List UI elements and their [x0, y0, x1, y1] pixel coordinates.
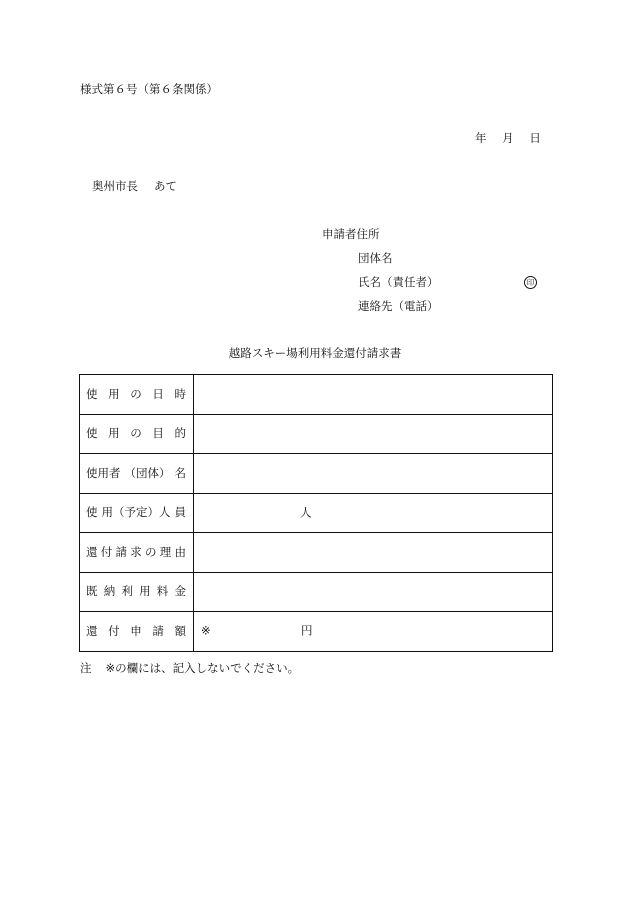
label-char: 的 [174, 426, 186, 440]
date-month: 月 [502, 131, 514, 145]
date-year: 年 [475, 131, 487, 145]
label-char: 請 [152, 623, 164, 638]
contact-phone-label: 連絡先（電話） [358, 299, 439, 313]
usage-purpose-field[interactable] [194, 414, 553, 454]
label-char: 用 [108, 386, 120, 401]
planned-people-field[interactable] [194, 493, 553, 533]
label-char: 付 [100, 544, 113, 559]
label-char: 使 [86, 426, 98, 440]
label-char: 使 [86, 505, 98, 519]
organization-label: 団体名 [358, 251, 393, 265]
request-table [79, 374, 553, 652]
row-label-user-organization [80, 454, 194, 494]
date-line [475, 133, 541, 145]
label-char: 使 [86, 386, 98, 401]
form-number: 様式第６号（第６条関係） [80, 82, 218, 96]
label-char: 用 [108, 426, 120, 440]
label-char: 還 [86, 544, 98, 559]
footnote [80, 663, 299, 675]
refund-reason-field[interactable] [194, 533, 553, 573]
table-row [80, 572, 553, 612]
label-char: 理 [159, 544, 172, 559]
usage-datetime-field[interactable] [194, 375, 553, 415]
row-label-refund-amount [80, 612, 194, 652]
label-char: の [130, 426, 142, 440]
row-label-usage-datetime [80, 375, 194, 415]
label-char: 料 [156, 584, 169, 598]
label-char: （団体） [124, 465, 171, 480]
note-prefix: 注 [80, 661, 92, 675]
row-label-refund-reason [80, 533, 194, 573]
row-label-planned-people [80, 493, 194, 533]
label-char: 求 [130, 544, 142, 559]
table-row [80, 612, 553, 652]
label-char: 使用者 [86, 465, 121, 480]
addressee-name: 奥州市長 [92, 179, 138, 193]
yen-unit: 円 [301, 623, 313, 638]
label-char: の [130, 386, 142, 401]
label-char: 用 [139, 584, 151, 598]
table-row [80, 414, 553, 454]
paid-fee-field[interactable] [194, 572, 553, 612]
table-row [80, 375, 553, 415]
row-label-usage-purpose [80, 414, 194, 454]
label-char: 申 [130, 623, 142, 638]
applicant-address-label: 申請者住所 [322, 227, 380, 241]
label-char: 付 [108, 623, 120, 638]
note-text: ※の欄には、記入しないでください。 [105, 661, 300, 675]
label-char: 金 [174, 584, 186, 598]
label-char: 用（予定）人 [101, 505, 171, 519]
table-row [80, 533, 553, 573]
user-organization-field[interactable] [194, 454, 553, 494]
seal-mark: 印 [524, 276, 537, 289]
label-char: 時 [174, 386, 186, 401]
label-char: 利 [121, 584, 133, 598]
label-char: 目 [152, 426, 164, 440]
office-use-mark: ※ [201, 623, 211, 638]
label-char: 納 [103, 584, 116, 598]
table-row [80, 454, 553, 494]
date-day: 日 [529, 131, 541, 145]
table-row [80, 493, 553, 533]
row-label-paid-fee [80, 572, 194, 612]
label-char: 員 [174, 505, 186, 519]
label-char: 額 [174, 623, 186, 638]
label-char: 日 [152, 386, 164, 401]
addressee [92, 181, 177, 193]
document-title: 越路スキー場利用料金還付請求書 [228, 346, 402, 360]
addressee-suffix: あて [154, 179, 177, 193]
label-char: の [145, 544, 157, 559]
people-unit: 人 [300, 505, 312, 519]
label-char: 既 [86, 584, 98, 598]
label-char: 請 [115, 544, 127, 559]
label-char: 名 [174, 465, 186, 480]
label-char: 還 [86, 623, 98, 638]
label-char: 由 [174, 544, 186, 559]
responsible-name-label: 氏名（責任者） [358, 275, 439, 289]
refund-amount-field[interactable] [194, 612, 553, 652]
